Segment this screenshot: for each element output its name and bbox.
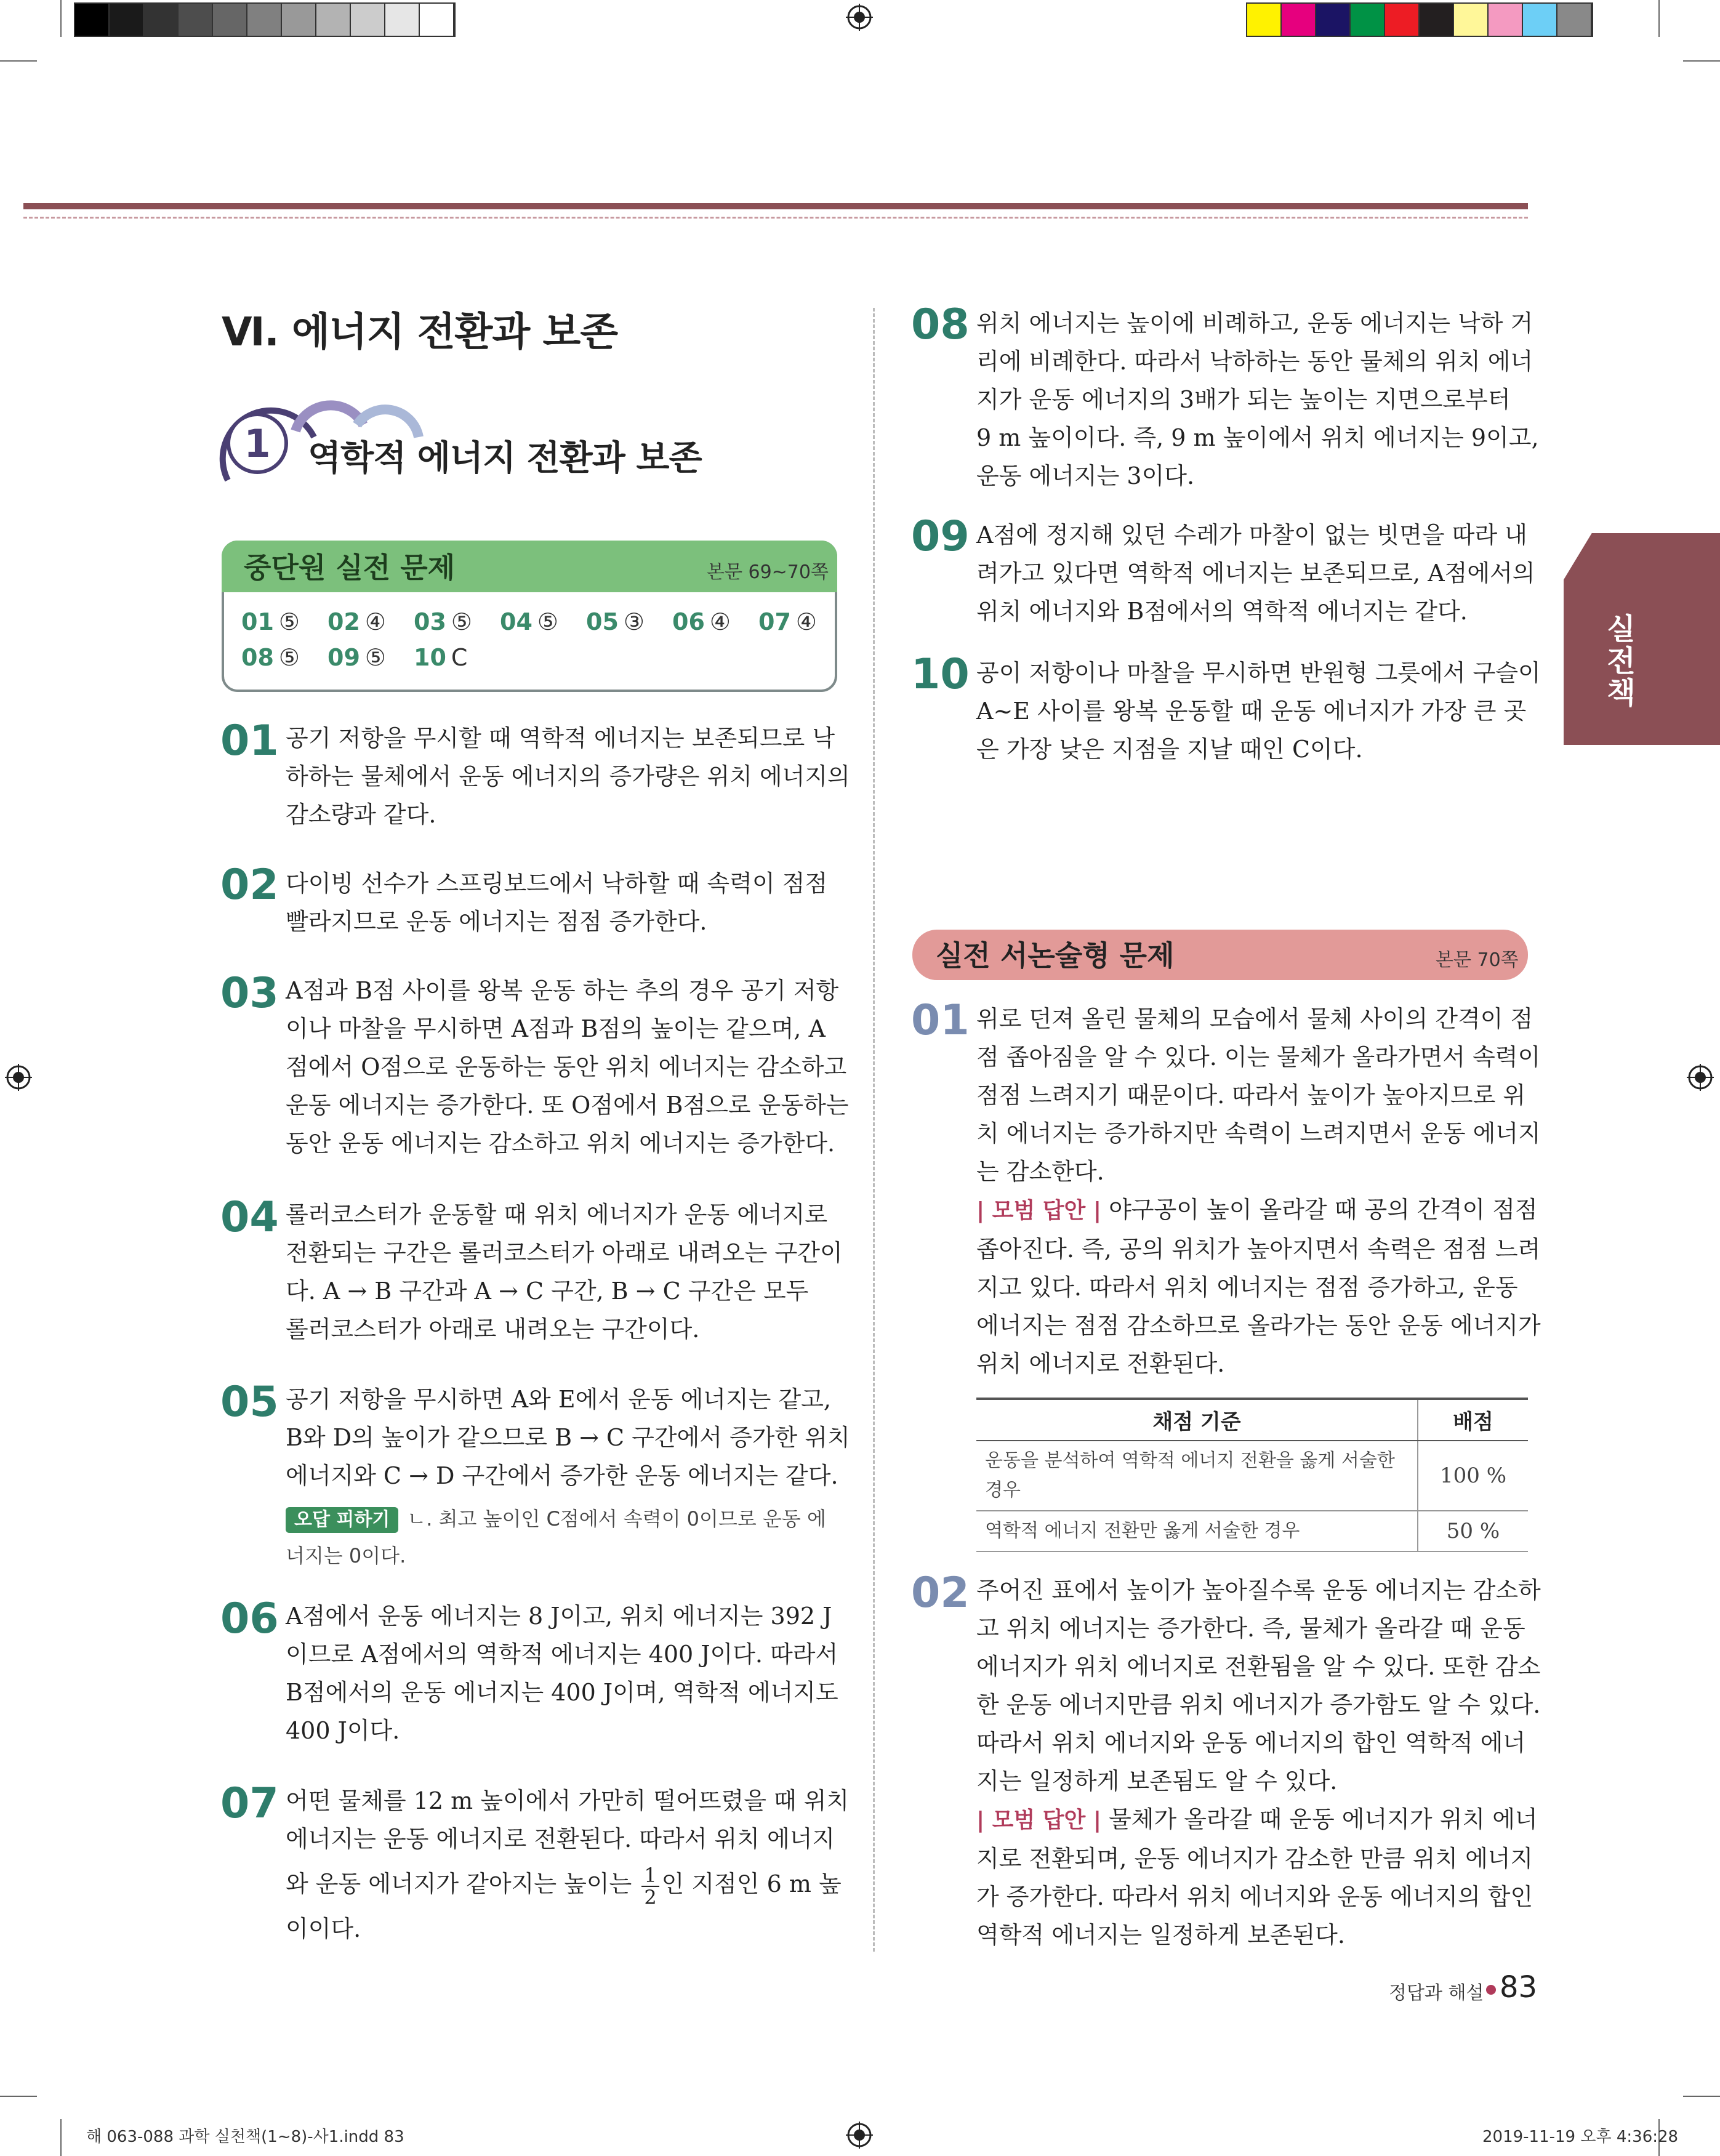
answer-item: 08 ⑤ [241,644,300,671]
question-explanation: A점에서 운동 에너지는 8 J이고, 위치 에너지는 392 J 이므로 A점에서의 역학적 에너지는 400 J이다. 따라서 B점에서의 운동 에너지는 400 J이며, 역학적 에너지도 400 J이다. [286,1603,838,1744]
color-swatch [420,4,454,36]
unit-title: Ⅵ. 에너지 전환과 보존 [222,310,618,355]
question-explanation: A점에 정지해 있던 수레가 마찰이 없는 빗면을 따라 내 려가고 있다면 역학적 에너지는 보존되므로, A점에서의 위치 에너지와 B점에서의 역학적 에너지는 같다. [976,521,1535,625]
crop-mark [0,60,37,62]
essay-section-title: 실전 서논술형 문제 [936,939,1175,972]
question-number: 02 [220,861,279,909]
answer-key-row [241,608,845,635]
color-swatch [1351,4,1385,36]
color-swatch [179,4,213,36]
answer-item: 03 ⑤ [414,608,472,635]
answer-item: 02 ④ [328,608,386,635]
question-explanation: A점과 B점 사이를 왕복 운동 하는 추의 경우 공기 저항 이나 마찰을 무시하면 A점과 B점의 높이는 같으며, A 점에서 O점으로 운동하는 동안 위치 에너지는 감소하고 운동 에너지는 증가한다. 또 O점에서 B점으로 운동하는 동안 운동 에너지는 감소하고 위치 에너지는 증가한다. [286,977,849,1157]
footer-dot-icon [1486,1985,1496,1995]
question-number: 05 [220,1378,279,1426]
grading-criteria-table [976,1398,1528,1552]
column-divider [873,308,875,1952]
color-swatch [1489,4,1523,36]
question-explanation: 공기 저항을 무시하면 A와 E에서 운동 에너지는 같고, B와 D의 높이가 같으므로 B → C 구간에서 증가한 위치 에너지와 C → D 구간에서 증가한 운동 에너지는 같다. [286,1386,850,1489]
essay-page-ref: 본문 70쪽 [1436,949,1519,971]
answer-item: 01 ⑤ [241,608,300,635]
registration-mark-icon [5,1064,32,1091]
essay-question-number: 01 [911,996,970,1045]
color-swatch [1420,4,1454,36]
side-tab [1564,533,1720,745]
question-number: 01 [220,717,279,765]
essay-question-number: 02 [911,1569,970,1617]
table-header: 배점 [1418,1399,1528,1441]
header-rule [23,203,1528,209]
side-tab-label: 실전책 [1601,613,1636,709]
color-swatch [316,4,351,36]
color-swatch [385,4,420,36]
table-header: 채점 기준 [976,1399,1418,1441]
answer-key-page-ref: 본문 69~70쪽 [707,561,829,583]
tip-badge: 오답 피하기 [286,1507,398,1533]
color-swatch [1316,4,1351,36]
question-explanation: 롤러코스터가 운동할 때 위치 에너지가 운동 에너지로 전환되는 구간은 롤러코스터가 아래로 내려오는 구간이 다. A → B 구간과 A → C 구간, B → C 구간은 모두 롤러코스터가 아래로 내려오는 구간이다. [286,1201,843,1343]
crop-mark [0,2096,37,2097]
question-number: 04 [220,1193,279,1242]
print-slug-date: 2019-11-19 오후 4:36:28 [1482,2128,1679,2146]
footer-label: 정답과 해설 [1389,1982,1484,2004]
color-swatch [351,4,385,36]
answer-item: 06 ④ [672,608,731,635]
cmyk-color-bar [1246,2,1593,37]
crop-mark [1683,60,1720,62]
registration-mark-icon [1687,1064,1714,1091]
registration-mark-icon [846,4,873,31]
color-swatch [1523,4,1557,36]
question-number: 07 [220,1779,279,1828]
model-answer-label: | 모범 답안 | [976,1198,1102,1223]
fraction: $\frac{1}{2}$ [641,1865,659,1908]
question-number: 06 [220,1595,279,1643]
section-number-badge: 1 [227,412,288,474]
question-number: 10 [911,650,970,699]
question-explanation: 다이빙 선수가 스프링보드에서 낙하할 때 속력이 점점 빨라지므로 운동 에너지는 점점 증가한다. [286,870,828,935]
answer-item: 04 ⑤ [500,608,558,635]
crop-mark [60,2119,62,2156]
question-number: 08 [911,300,970,349]
model-answer-label: | 모범 답안 | [976,1808,1102,1833]
wrong-answer-tip [286,1502,840,1576]
table-row: 역학적 에너지 전환만 옳게 서술한 경우 50 % [976,1511,1528,1551]
tip-text: ㄴ. 최고 높이인 C점에서 속력이 0이므로 운동 에 [407,1507,826,1531]
question-explanation: 어떤 물체를 12 m 높이에서 가만히 떨어뜨렸을 때 위치 에너지는 운동 에너지로 전환된다. 따라서 위치 에너지 와 운동 에너지가 같아지는 높이는 $\frac{1}{2}$ 인 지점인 6 m 높 이이다. [286,1787,850,1942]
color-swatch [1557,4,1592,36]
essay-explanation: 위로 던져 올린 물체의 모습에서 물체 사이의 간격이 점 점 좁아짐을 알 수 있다. 이는 물체가 올라가면서 속력이 점점 느려지기 때문이다. 따라서 높이가 높아지므로 위 치 에너지는 증가하지만 속력이 느려지면서 운동 에너지 는 감소한다. | 모범 답안 | 야구공이 높이 올라갈 때 공의 간격이 점점 좁아진다. 즉, 공의 위치가 높아지면서 속력은 점점 느려 지고 있다. 따라서 위치 에너지는 점점 증가하고, 운동 에너지는 점점 감소하므로 올라가는 동안 운동 에너지가 위치 에너지로 전환된다. [976,1005,1541,1377]
color-swatch [1385,4,1420,36]
essay-explanation: 주어진 표에서 높이가 높아질수록 운동 에너지는 감소하 고 위치 에너지는 증가한다. 즉, 물체가 올라갈 때 운동 에너지가 위치 에너지로 전환됨을 알 수 있다. 또한 감소 한 운동 에너지만큼 위치 에너지가 증가함도 알 수 있다. 따라서 위치 에너지와 운동 에너지의 합인 역학적 에너 지는 일정하게 보존됨도 알 수 있다. | 모범 답안 | 물체가 올라갈 때 운동 에너지가 위치 에너 지로 전환되며, 운동 에너지가 감소한 만큼 위치 에너지 가 증가한다. 따라서 위치 에너지와 운동 에너지의 합인 역학적 에너지는 일정하게 보존된다. [976,1577,1541,1949]
answer-key-title: 중단원 실전 문제 [244,551,456,584]
question-explanation: 위치 에너지는 높이에 비례하고, 운동 에너지는 낙하 거 리에 비례한다. 따라서 낙하하는 동안 물체의 위치 에너 지가 운동 에너지의 3배가 되는 높이는 지면으로부터 9 m 높이이다. 즉, 9 m 높이에서 위치 에너지는 9이고, 운동 에너지는 3이다. [976,310,1539,489]
color-swatch [1247,4,1282,36]
color-swatch [1454,4,1489,36]
answer-item: 10 C [414,644,468,671]
color-swatch [144,4,179,36]
tip-text: 너지는 0이다. [286,1544,406,1567]
gray-color-bar [74,2,456,37]
answer-item: 09 ⑤ [328,644,386,671]
question-number: 03 [220,969,279,1018]
crop-mark [1658,0,1660,37]
page-number: 83 [1500,1970,1538,2005]
color-swatch [75,4,110,36]
color-swatch [282,4,316,36]
registration-mark-icon [846,2122,873,2149]
color-swatch [110,4,144,36]
crop-mark [1683,2096,1720,2097]
color-swatch [213,4,247,36]
answer-item: 05 ③ [586,608,645,635]
header-dashed-line [23,217,1528,219]
crop-mark [60,0,62,37]
color-swatch [247,4,282,36]
print-slug-file: 해 063-088 과학 실천책(1~8)-사1.indd 83 [86,2128,404,2146]
color-swatch [1282,4,1316,36]
answer-key-row [241,644,500,671]
table-row: 운동을 분석하여 역학적 에너지 전환을 옳게 서술한 경우 100 % [976,1441,1528,1511]
question-explanation: 공이 저항이나 마찰을 무시하면 반원형 그릇에서 구슬이 A~E 사이를 왕복 운동할 때 운동 에너지가 가장 큰 곳 은 가장 낮은 지점을 지날 때인 C이다. [976,659,1541,763]
section-title: 역학적 에너지 전환과 보존 [308,438,702,478]
question-explanation: 공기 저항을 무시할 때 역학적 에너지는 보존되므로 낙 하하는 물체에서 운동 에너지의 증가량은 위치 에너지의 감소량과 같다. [286,725,850,828]
answer-item: 07 ④ [758,608,817,635]
question-number: 09 [911,512,970,561]
